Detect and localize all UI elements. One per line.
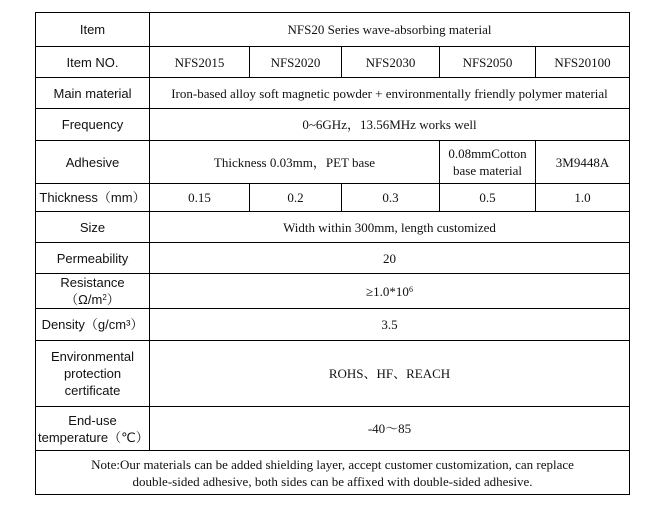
end-use-value: -40～85 xyxy=(150,407,630,451)
thickness-cell: 0.15 xyxy=(150,184,250,212)
adhesive-pet-value: Thickness 0.03mm，PET base xyxy=(150,141,440,184)
end-use-label-line2: temperature（℃） xyxy=(38,429,149,445)
thickness-label: Thickness（mm） xyxy=(36,184,150,212)
permeability-label: Permeability xyxy=(36,243,150,274)
model-cell: NFS2020 xyxy=(250,47,342,78)
adhesive-cotton-value xyxy=(440,141,536,184)
row-note xyxy=(36,451,630,495)
adhesive-cotton-line1: 0.08mmCotton xyxy=(448,146,527,161)
resistance-value xyxy=(150,274,630,309)
adhesive-tape-value: 3M9448A xyxy=(536,141,630,184)
main-material-label: Main material xyxy=(36,78,150,109)
density-value: 3.5 xyxy=(150,309,630,341)
adhesive-label: Adhesive xyxy=(36,141,150,184)
resistance-value-sup: 6 xyxy=(408,284,413,294)
size-value: Width within 300mm, length customized xyxy=(150,212,630,243)
row-size xyxy=(36,212,630,243)
density-label: Density（g/cm³） xyxy=(36,309,150,341)
size-label: Size xyxy=(36,212,150,243)
model-cell: NFS20100 xyxy=(536,47,630,78)
certificate-label-line3: certificate xyxy=(64,383,121,398)
item-label: Item xyxy=(36,13,150,47)
model-cell: NFS2030 xyxy=(342,47,440,78)
resistance-label-sup: 2 xyxy=(102,293,107,302)
row-resistance xyxy=(36,274,630,309)
thickness-cell: 1.0 xyxy=(536,184,630,212)
note-line2: double-sided adhesive, both sides can be affixed with double-sided adhesive. xyxy=(132,473,533,489)
note-line1: Note:Our materials can be added shielding layer, accept customer customization, can replace xyxy=(91,456,574,472)
end-use-label xyxy=(36,407,150,451)
resistance-label-close: ） xyxy=(106,292,120,307)
row-permeability xyxy=(36,243,630,274)
row-certificate xyxy=(36,341,630,407)
note xyxy=(36,451,630,495)
row-main-material xyxy=(36,78,630,109)
model-cell: NFS2050 xyxy=(440,47,536,78)
row-adhesive xyxy=(36,141,630,184)
certificate-value: ROHS、HF、REACH xyxy=(150,341,630,407)
main-material-value: Iron-based alloy soft magnetic powder + environmentally friendly polymer material xyxy=(150,78,630,109)
row-thickness xyxy=(36,184,630,212)
thickness-cell: 0.5 xyxy=(440,184,536,212)
spec-table xyxy=(35,12,630,495)
certificate-label xyxy=(36,341,150,407)
item-no-label: Item NO. xyxy=(36,47,150,78)
spec-sheet xyxy=(35,12,629,495)
certificate-label-line1: Environmental xyxy=(50,349,135,364)
row-item xyxy=(36,13,630,47)
row-item-no xyxy=(36,47,630,78)
permeability-value: 20 xyxy=(150,243,630,274)
series-title: NFS20 Series wave-absorbing material xyxy=(150,13,630,47)
thickness-cell: 0.3 xyxy=(342,184,440,212)
certificate-label-line2: protection xyxy=(63,366,122,381)
resistance-label xyxy=(36,274,150,309)
thickness-cell: 0.2 xyxy=(250,184,342,212)
frequency-label: Frequency xyxy=(36,109,150,141)
row-frequency xyxy=(36,109,630,141)
row-density xyxy=(36,309,630,341)
resistance-label-text: Resistance（Ω/m xyxy=(60,275,125,307)
model-cell: NFS2015 xyxy=(150,47,250,78)
end-use-label-line1: End-use xyxy=(68,412,117,428)
resistance-value-text: ≥1.0*10 xyxy=(366,283,409,299)
row-end-use xyxy=(36,407,630,451)
adhesive-cotton-line2: base material xyxy=(453,163,522,178)
frequency-value: 0~6GHz，13.56MHz works well xyxy=(150,109,630,141)
